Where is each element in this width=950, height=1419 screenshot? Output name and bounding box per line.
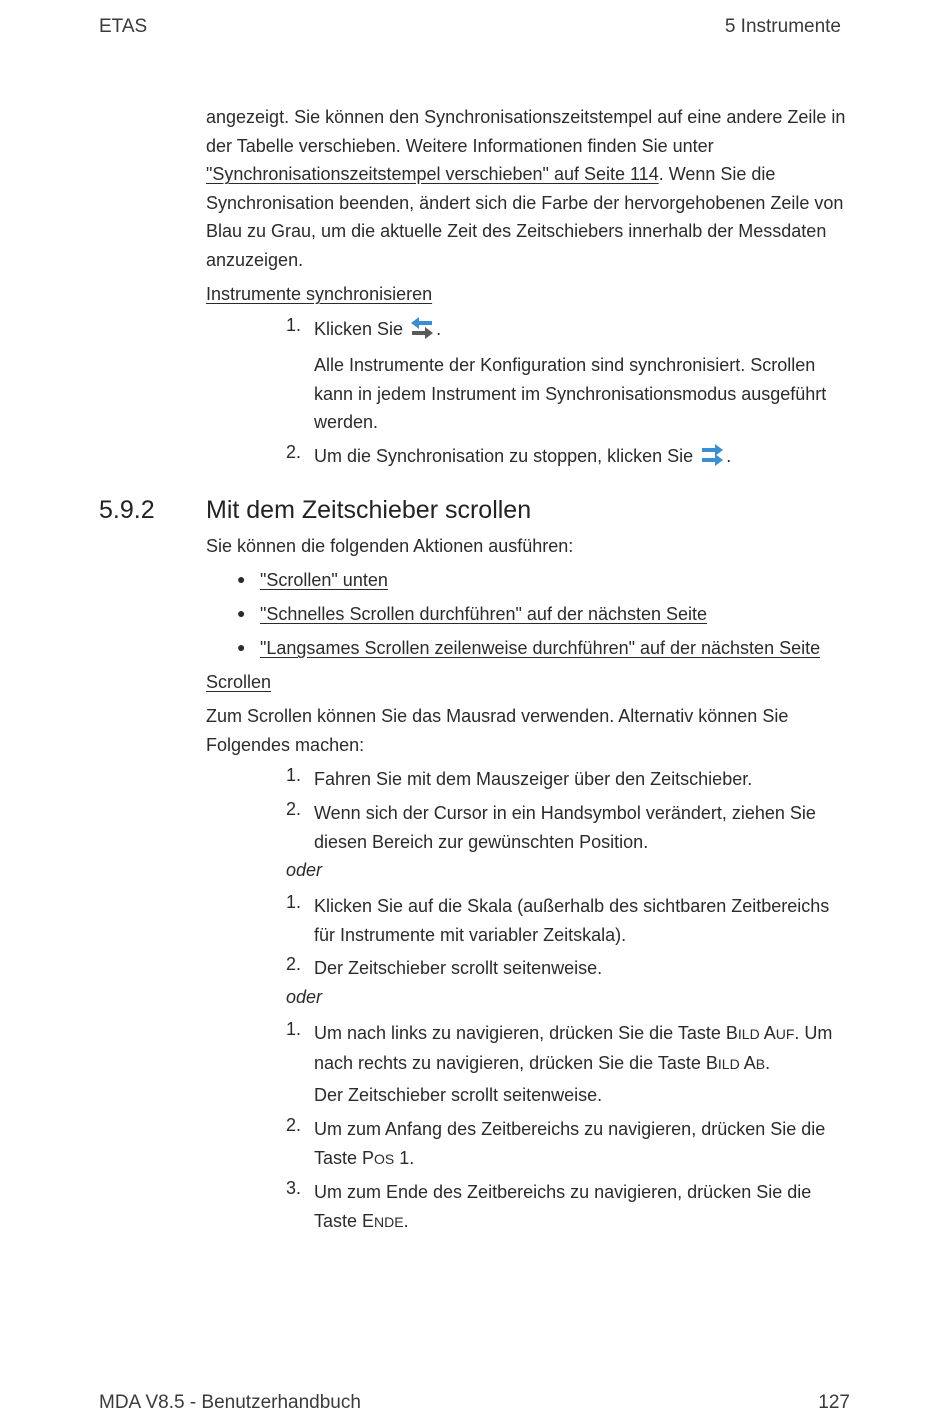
- g3-step-1-num: 1.: [286, 1019, 302, 1039]
- sync-step-1-result: Alle Instrumente der Konfiguration sind synchronisiert. Scrollen kann in jedem Instrument im Synchronisationsmodus ausgeführt werden.: [314, 355, 827, 433]
- g3-step-3-text-a: Um zum Ende des Zeitbereichs zu navigieren, drücken Sie die Taste: [314, 1182, 812, 1231]
- action-link-1: [260, 566, 910, 595]
- sync-stop-icon[interactable]: [698, 443, 726, 467]
- g2-step-1: Klicken Sie auf die Skala (außerhalb des sichtbaren Zeitbereichs für Instrumente mit variabler Zeitskala).: [314, 896, 830, 945]
- actions-intro: Sie können die folgenden Aktionen ausführen:: [206, 536, 574, 556]
- g1-step-1-num: 1.: [286, 765, 302, 785]
- link-scrollen[interactable]: "Scrollen" unten: [260, 570, 388, 590]
- g3-step-3-num: 3.: [286, 1178, 302, 1198]
- footer-title: MDA V8.5 - Benutzerhandbuch: [99, 1392, 361, 1413]
- sync-heading: [206, 280, 856, 309]
- scroll-heading-text: Scrollen: [206, 672, 272, 692]
- g3-step-1-text-c: .: [765, 1052, 771, 1073]
- sync-step-2: [314, 442, 854, 471]
- sync-step-1-text: Klicken Sie: [314, 319, 404, 339]
- g3-step-2-num: 2.: [286, 1115, 302, 1135]
- g3-step-1-result: Der Zeitschieber scrollt seitenweise.: [314, 1085, 603, 1105]
- g3-step-1: [314, 1019, 854, 1078]
- g3-step-1-text-a: Um nach links zu navigieren, drücken Sie die Taste: [314, 1023, 726, 1043]
- sync-step-2-num: 2.: [286, 442, 302, 462]
- key-bild-auf: BILD AUF: [725, 1023, 795, 1043]
- g1-step-2: Wenn sich der Cursor in ein Handsymbol verändert, ziehen Sie diesen Bereich zur gewünschten Position.: [314, 803, 816, 852]
- intro-text-2: . Wenn Sie die Synchronisation beenden, ändert sich die Farbe der hervorgehobenen Zeile von Blau zu Grau, um die aktuelle Zeit des Zeitschiebers innerhalb der Messdaten anzuzeigen.: [206, 164, 844, 270]
- link-schnelles-scrollen[interactable]: "Schnelles Scrollen durchführen" auf der nächsten Seite: [260, 604, 708, 624]
- sync-step-1-num: 1.: [286, 315, 302, 335]
- g2-step-1-num: 1.: [286, 892, 302, 912]
- sync-step-1-after: .: [436, 319, 442, 339]
- page-number: 127: [818, 1392, 850, 1413]
- key-pos1: POS 1: [362, 1147, 410, 1168]
- sync-step-2-text: Um die Synchronisation zu stoppen, klicken Sie: [314, 446, 694, 466]
- key-bild-ab: BILD AB: [705, 1052, 766, 1073]
- header-chapter: 5 Instrumente: [724, 16, 841, 37]
- g2-step-2: Der Zeitschieber scrollt seitenweise.: [314, 958, 603, 978]
- bullet-icon: ●: [237, 605, 246, 621]
- key-ende: ENDE: [362, 1210, 404, 1231]
- action-link-3: [260, 634, 910, 663]
- scroll-heading: [206, 668, 856, 697]
- section-number: 5.9.2: [99, 496, 155, 524]
- action-link-2: [260, 600, 910, 629]
- section-title: Mit dem Zeitschieber scrollen: [206, 496, 532, 524]
- or-label: oder: [286, 860, 323, 880]
- g3-step-3-text-b: .: [403, 1210, 409, 1231]
- intro-paragraph: [206, 103, 856, 275]
- g3-step-3: [314, 1178, 854, 1236]
- g3-step-2-text-b: .: [409, 1147, 415, 1168]
- link-langsames-scrollen[interactable]: "Langsames Scrollen zeilenweise durchführen" auf der nächsten Seite: [260, 638, 821, 658]
- g1-step-1: Fahren Sie mit dem Mauszeiger über den Zeitschieber.: [314, 769, 753, 789]
- sync-step-2-after: .: [726, 446, 732, 466]
- sync-arrows-icon[interactable]: [408, 316, 436, 340]
- bullet-icon: ●: [237, 571, 246, 587]
- or-label: oder: [286, 987, 323, 1007]
- g3-step-2: [314, 1115, 854, 1173]
- bullet-icon: ●: [237, 639, 246, 655]
- link-sync-timestamp[interactable]: "Synchronisationszeitstempel verschieben" auf Seite 114: [206, 164, 659, 185]
- sync-heading-text: Instrumente synchronisieren: [206, 284, 433, 304]
- g3-step-1-text-b: . Um nach rechts zu navigieren, drücken Sie die Taste: [314, 1023, 833, 1073]
- sync-step-1: [314, 315, 854, 344]
- scroll-intro: Zum Scrollen können Sie das Mausrad verwenden. Alternativ können Sie Folgendes machen:: [206, 706, 789, 755]
- header-company: ETAS: [99, 16, 148, 37]
- g1-step-2-num: 2.: [286, 799, 302, 819]
- g3-step-2-text-a: Um zum Anfang des Zeitbereichs zu navigieren, drücken Sie die Taste: [314, 1119, 826, 1168]
- g2-step-2-num: 2.: [286, 954, 302, 974]
- intro-text-1: angezeigt. Sie können den Synchronisationszeitstempel auf eine andere Zeile in der Tabelle verschieben. Weitere Informationen finden Sie unter: [206, 107, 846, 156]
